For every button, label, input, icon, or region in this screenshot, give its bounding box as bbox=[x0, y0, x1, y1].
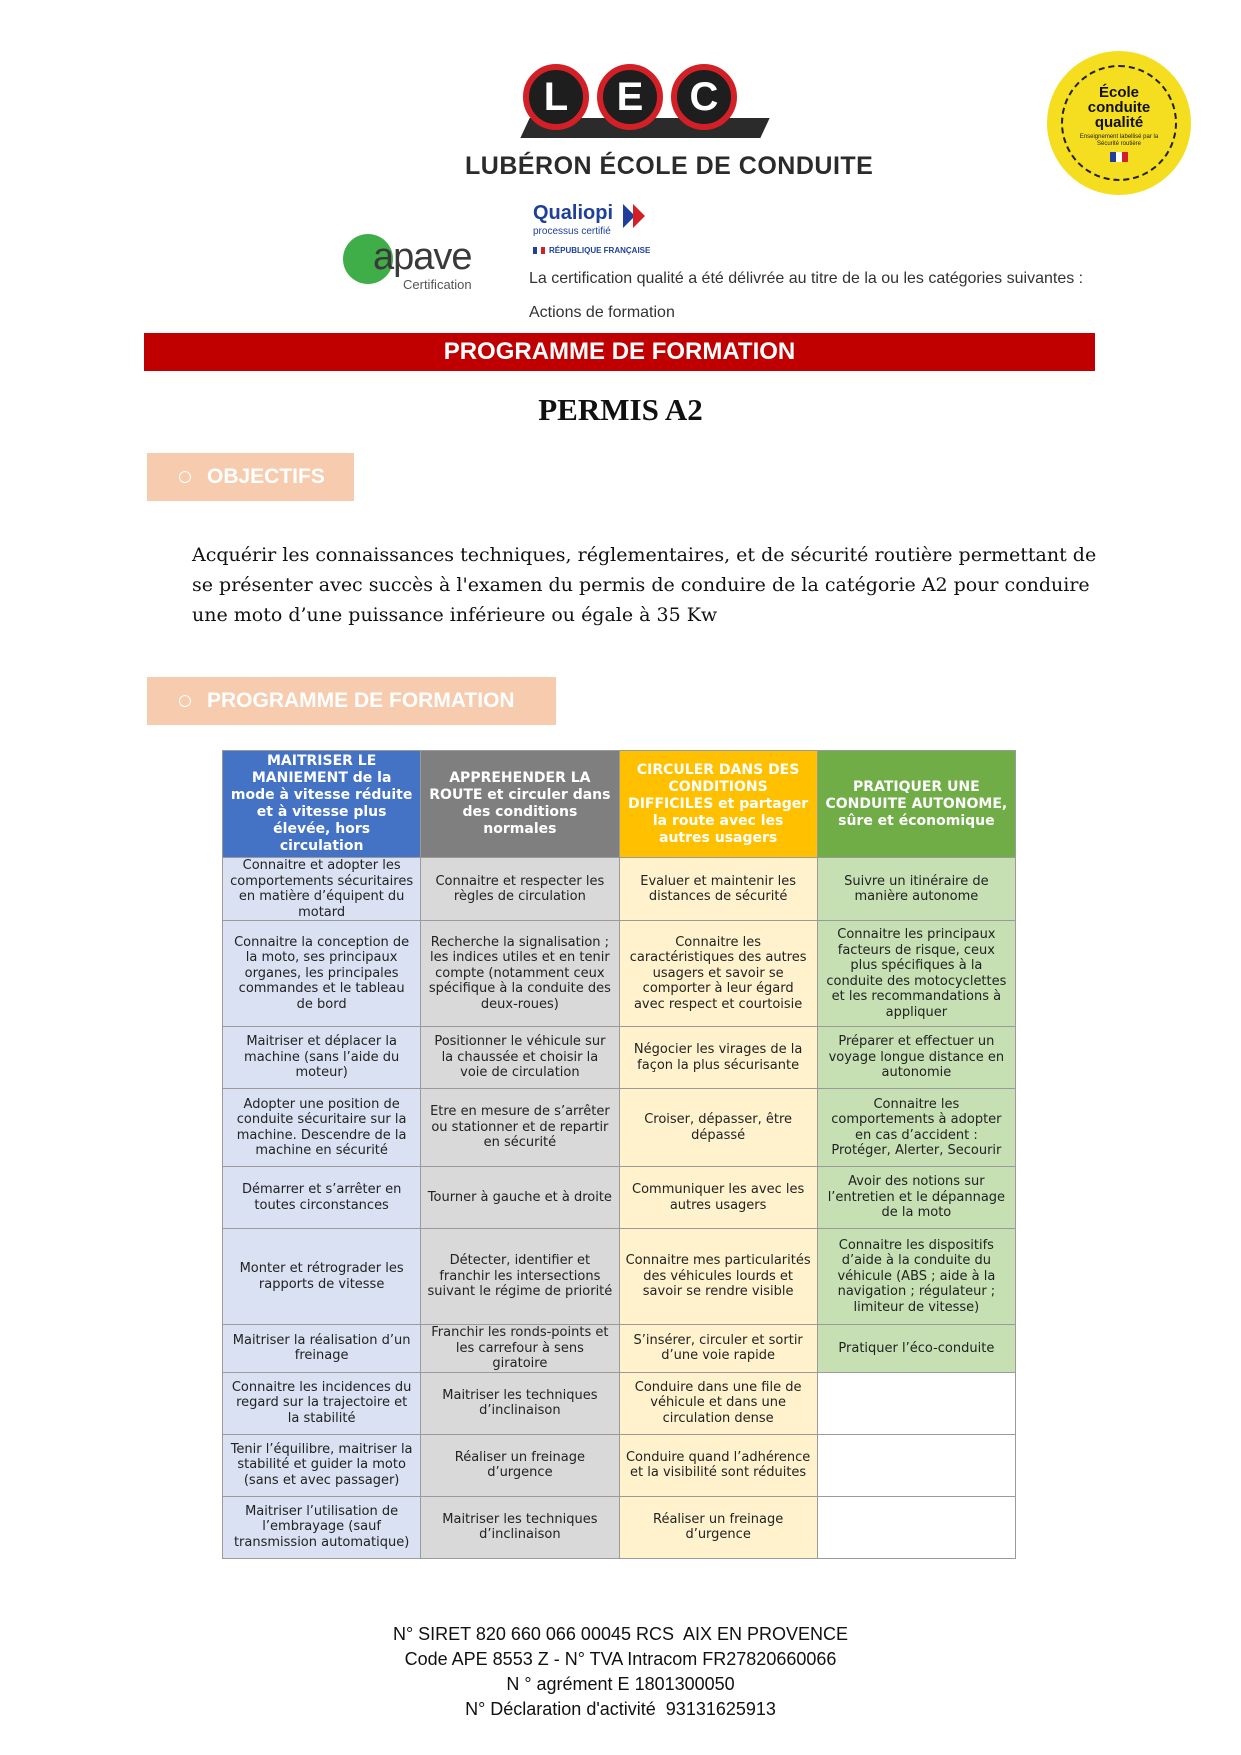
footer-declaration: N° Déclaration d'activité 93131625913 bbox=[465, 1699, 776, 1719]
apave-certification: Certification bbox=[403, 277, 472, 292]
page-title: PERMIS A2 bbox=[538, 392, 703, 427]
table-cell: Maitriser l’utilisation de l’embrayage (sauf transmission automatique) bbox=[223, 1496, 421, 1558]
table-cell: S’insérer, circuler et sortir d’une voie rapide bbox=[619, 1325, 817, 1373]
table-cell: Monter et rétrograder les rapports de vitesse bbox=[223, 1229, 421, 1325]
table-cell: Evaluer et maintenir les distances de sécurité bbox=[619, 858, 817, 921]
table-cell: Maitriser les techniques d’inclinaison bbox=[421, 1372, 619, 1434]
table-cell: Maitriser et déplacer la machine (sans l’aide du moteur) bbox=[223, 1027, 421, 1089]
qualiopi-name: Qualiopi bbox=[533, 202, 613, 224]
programme-heading bbox=[147, 677, 556, 725]
table-row bbox=[223, 1496, 1016, 1558]
apave-logo bbox=[343, 230, 493, 292]
table-cell: Détecter, identifier et franchir les intersections suivant le régime de priorité bbox=[421, 1229, 619, 1325]
table-cell: Réaliser un freinage d’urgence bbox=[619, 1496, 817, 1558]
certification-category: Actions de formation bbox=[529, 304, 675, 321]
column-header: APPREHENDER LA ROUTE et circuler dans des conditions normales bbox=[421, 751, 619, 858]
footer-ape: Code APE 8553 Z - N° TVA Intracom FR27820660066 bbox=[404, 1649, 837, 1669]
qualiopi-arrow-icon bbox=[633, 204, 645, 228]
table-cell: Connaitre les incidences du regard sur la trajectoire et la stabilité bbox=[223, 1372, 421, 1434]
table-cell: Positionner le véhicule sur la chaussée et choisir la voie de circulation bbox=[421, 1027, 619, 1089]
table-cell: Conduire quand l’adhérence et la visibilité sont réduites bbox=[619, 1434, 817, 1496]
table-cell: Conduire dans une file de véhicule et dans une circulation dense bbox=[619, 1372, 817, 1434]
logo-letter-c: C bbox=[671, 64, 737, 130]
table-cell: Avoir des notions sur l’entretien et le dépannage de la moto bbox=[817, 1167, 1015, 1229]
table-cell: Communiquer les avec les autres usagers bbox=[619, 1167, 817, 1229]
table-cell: Réaliser un freinage d’urgence bbox=[421, 1434, 619, 1496]
table-cell bbox=[817, 1434, 1015, 1496]
logo-letter-e: E bbox=[597, 64, 663, 130]
table-cell: Suivre un itinéraire de manière autonome bbox=[817, 858, 1015, 921]
table-cell: Adopter une position de conduite sécuritaire sur la machine. Descendre de la machine en sécurité bbox=[223, 1089, 421, 1167]
badge-title: École conduite qualité bbox=[1087, 83, 1151, 131]
column-header: MAITRISER LE MANIEMENT de la mode à vitesse réduite et à vitesse plus élevée, hors circulation bbox=[223, 751, 421, 858]
table-cell: Démarrer et s’arrêter en toutes circonstances bbox=[223, 1167, 421, 1229]
qualiopi-process: processus certifié bbox=[533, 226, 611, 237]
table-row bbox=[223, 1372, 1016, 1434]
objectives-label: OBJECTIFS bbox=[207, 465, 325, 488]
table-cell: Franchir les ronds-points et les carrefour à sens giratoire bbox=[421, 1325, 619, 1373]
apave-word: apave bbox=[373, 236, 472, 278]
table-cell: Connaitre la conception de la moto, ses principaux organes, les principales commandes et le tableau de bord bbox=[223, 921, 421, 1027]
table-header-row bbox=[223, 751, 1016, 858]
table-cell: Connaitre et respecter les règles de circulation bbox=[421, 858, 619, 921]
table-cell: Connaitre les principaux facteurs de risque, ceux plus spécifiques à la conduite des motocyclettes et les recommandations à appliquer bbox=[817, 921, 1015, 1027]
table-cell: Connaitre les caractéristiques des autres usagers et savoir se comporter à leur égard avec respect et courtoisie bbox=[619, 921, 817, 1027]
table-cell bbox=[817, 1496, 1015, 1558]
school-name: LUBÉRON ÉCOLE DE CONDUITE bbox=[465, 152, 874, 180]
column-header: PRATIQUER UNE CONDUITE AUTONOME, sûre et économique bbox=[817, 751, 1015, 858]
logo-letter-l: L bbox=[523, 64, 589, 130]
quality-badge bbox=[1050, 54, 1188, 192]
french-flag-icon bbox=[1110, 152, 1128, 162]
table-cell: Préparer et effectuer un voyage longue distance en autonomie bbox=[817, 1027, 1015, 1089]
qualiopi-republic-text: RÉPUBLIQUE FRANÇAISE bbox=[549, 246, 651, 255]
certification-text: La certification qualité a été délivrée au titre de la ou les catégories suivantes : bbox=[529, 270, 1084, 287]
footer bbox=[0, 1622, 1241, 1722]
table-cell: Connaitre les comportements à adopter en cas d’accident : Protéger, Alerter, Secourir bbox=[817, 1089, 1015, 1167]
quality-badge-inner bbox=[1061, 65, 1177, 181]
footer-agrement: N ° agrément E 1801300050 bbox=[506, 1674, 735, 1694]
table-row bbox=[223, 1027, 1016, 1089]
bullet-icon bbox=[179, 471, 191, 483]
qualiopi-logo bbox=[533, 202, 673, 262]
table-cell: Connaitre et adopter les comportements sécuritaires en matière d’équipent du motard bbox=[223, 858, 421, 921]
table-cell: Recherche la signalisation ; les indices utiles et en tenir compte (notamment ceux spécifique à la conduite des deux-roues) bbox=[421, 921, 619, 1027]
table-cell: Pratiquer l’éco-conduite bbox=[817, 1325, 1015, 1373]
table-cell: Connaitre les dispositifs d’aide à la conduite du véhicule (ABS ; aide à la navigation ; régulateur ; limiteur de vitesse) bbox=[817, 1229, 1015, 1325]
lec-logo bbox=[465, 60, 874, 190]
objectives-text: Acquérir les connaissances techniques, réglementaires, et de sécurité routière permettant de se présenter avec succès à l'examen du permis de conduire de la catégorie A2 pour conduire une moto d’une puissance inférieure ou égale à 35 Kw bbox=[192, 544, 1097, 626]
table-cell: Maitriser la réalisation d’un freinage bbox=[223, 1325, 421, 1373]
table-cell: Croiser, dépasser, être dépassé bbox=[619, 1089, 817, 1167]
objectives-heading bbox=[147, 453, 354, 501]
table-row bbox=[223, 921, 1016, 1027]
table-row bbox=[223, 1434, 1016, 1496]
table-cell bbox=[817, 1372, 1015, 1434]
table-cell: Connaitre mes particularités des véhicules lourds et savoir se rendre visible bbox=[619, 1229, 817, 1325]
footer-siret: N° SIRET 820 660 066 00045 RCS AIX EN PROVENCE bbox=[392, 1624, 849, 1644]
french-flag-icon bbox=[533, 247, 545, 254]
table-cell: Maitriser les techniques d’inclinaison bbox=[421, 1496, 619, 1558]
programme-table bbox=[222, 750, 1016, 1559]
table-row bbox=[223, 1229, 1016, 1325]
table-row bbox=[223, 858, 1016, 921]
programme-banner: PROGRAMME DE FORMATION bbox=[144, 333, 1095, 371]
badge-subtitle: Enseignement labellisé par la Sécurité routière bbox=[1079, 133, 1159, 147]
table-row bbox=[223, 1089, 1016, 1167]
table-cell: Tourner à gauche et à droite bbox=[421, 1167, 619, 1229]
column-header: CIRCULER DANS DES CONDITIONS DIFFICILES et partager la route avec les autres usagers bbox=[619, 751, 817, 858]
table-row bbox=[223, 1325, 1016, 1373]
table-row bbox=[223, 1167, 1016, 1229]
table-cell: Etre en mesure de s’arrêter ou stationner et de repartir en sécurité bbox=[421, 1089, 619, 1167]
table-cell: Tenir l’équilibre, maitriser la stabilité et guider la moto (sans et avec passager) bbox=[223, 1434, 421, 1496]
programme-label: PROGRAMME DE FORMATION bbox=[207, 689, 515, 712]
table-cell: Négocier les virages de la façon la plus sécurisante bbox=[619, 1027, 817, 1089]
qualiopi-republic bbox=[533, 246, 650, 255]
bullet-icon bbox=[179, 695, 191, 707]
